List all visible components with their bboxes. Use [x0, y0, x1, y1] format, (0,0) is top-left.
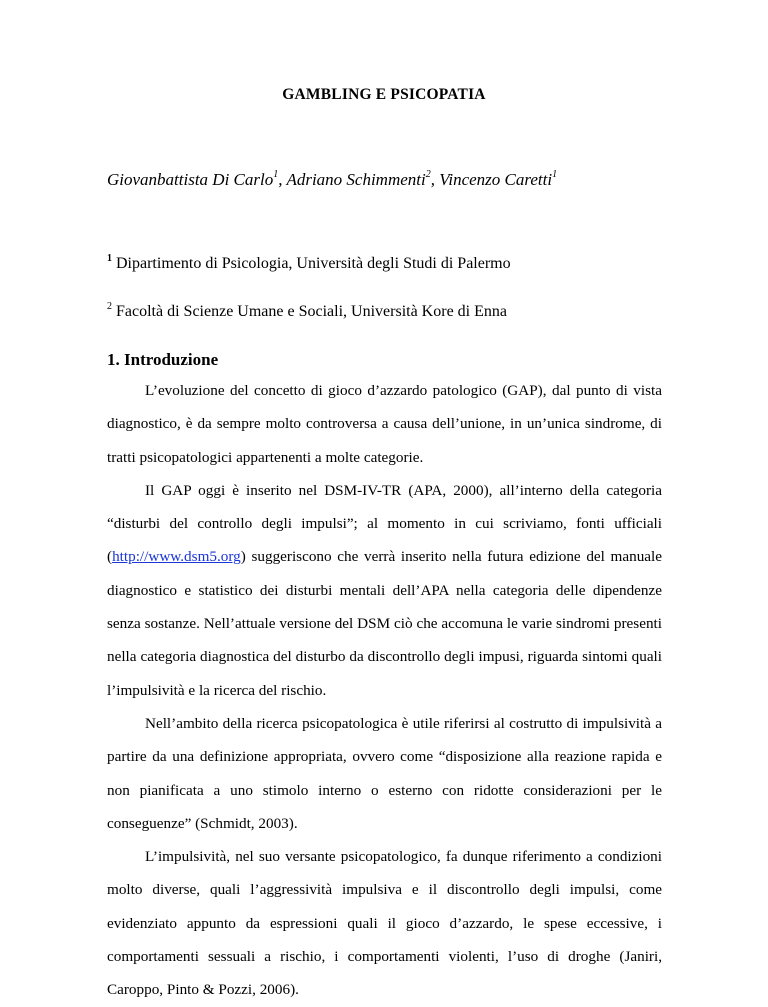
paragraph: L’evoluzione del concetto di gioco d’azzardo patologico (GAP), dal punto di vista diagnostico, è da sempre molto controversa a causa dell’unione, in un’unica sindrome, di tratti psicopatologici appartenenti a molte categorie. — [107, 382, 662, 466]
affiliation-mark: 1 — [107, 252, 112, 264]
author-affiliation-mark: 1 — [273, 169, 279, 181]
paragraph: L’impulsività, nel suo versante psicopatologico, fa dunque riferimento a condizioni molto diverse, quali l’aggressività impulsiva e il discontrollo degli impulsi, come evidenziato appunto da espressioni quali il gioco d’azzardo, le spese eccessive, i comportamenti sessuali a rischio, i comportamenti violenti, l’uso di droghe (Janiri, Caroppo, Pinto & Pozzi, 2006). — [107, 848, 662, 999]
affiliation-text: Dipartimento di Psicologia, Università degli Studi di Palermo — [112, 255, 511, 272]
author-list — [107, 170, 557, 190]
paragraph-text: ) suggeriscono che verrà inserito nella futura edizione del manuale diagnostico e statistico dei disturbi mentali dell’APA nella categoria delle dipendenze senza sostanze. Nell’attuale versione del DSM ciò che accomuna le varie sindromi presenti nella categoria diagnostica del disturbo da discontrollo degli impusi, riguarda sintomi quali l’impulsività e la ricerca del rischio. — [107, 548, 662, 699]
affiliation — [107, 300, 507, 321]
author-separator: , — [278, 170, 287, 189]
paragraph-text: Il GAP oggi è inserito nel DSM-IV-TR (APA, 2000), all’interno della categoria “disturbi del controllo degli impulsi”; al momento in cui scriviamo, fonti ufficiali ( — [107, 481, 662, 566]
body-text — [107, 374, 662, 1007]
affiliation-mark: 2 — [107, 300, 112, 312]
author-name: Vincenzo Caretti — [439, 170, 553, 189]
dsm5-link[interactable]: http://www.dsm5.org — [112, 548, 241, 566]
affiliation — [107, 252, 511, 273]
author-name: Adriano Schimmenti — [286, 170, 426, 189]
author-affiliation-mark: 1 — [552, 169, 558, 181]
author-affiliation-mark: 2 — [425, 169, 431, 181]
affiliation-text: Facoltà di Scienze Umane e Sociali, Università Kore di Enna — [112, 303, 507, 320]
author-name: Giovanbattista Di Carlo — [107, 170, 274, 189]
paragraph — [107, 474, 662, 707]
author-separator: , — [430, 170, 440, 189]
section-heading: 1. Introduzione — [107, 350, 219, 369]
paper-title: GAMBLING E PSICOPATIA — [282, 86, 486, 103]
paragraph: Nell’ambito della ricerca psicopatologica è utile riferirsi al costrutto di impulsività a partire da una definizione appropriata, ovvero come “disposizione alla reazione rapida e non pianificata a uno stimolo interno o esterno con ridotte considerazioni per le conseguenze” (Schmidt, 2003). — [107, 714, 662, 832]
